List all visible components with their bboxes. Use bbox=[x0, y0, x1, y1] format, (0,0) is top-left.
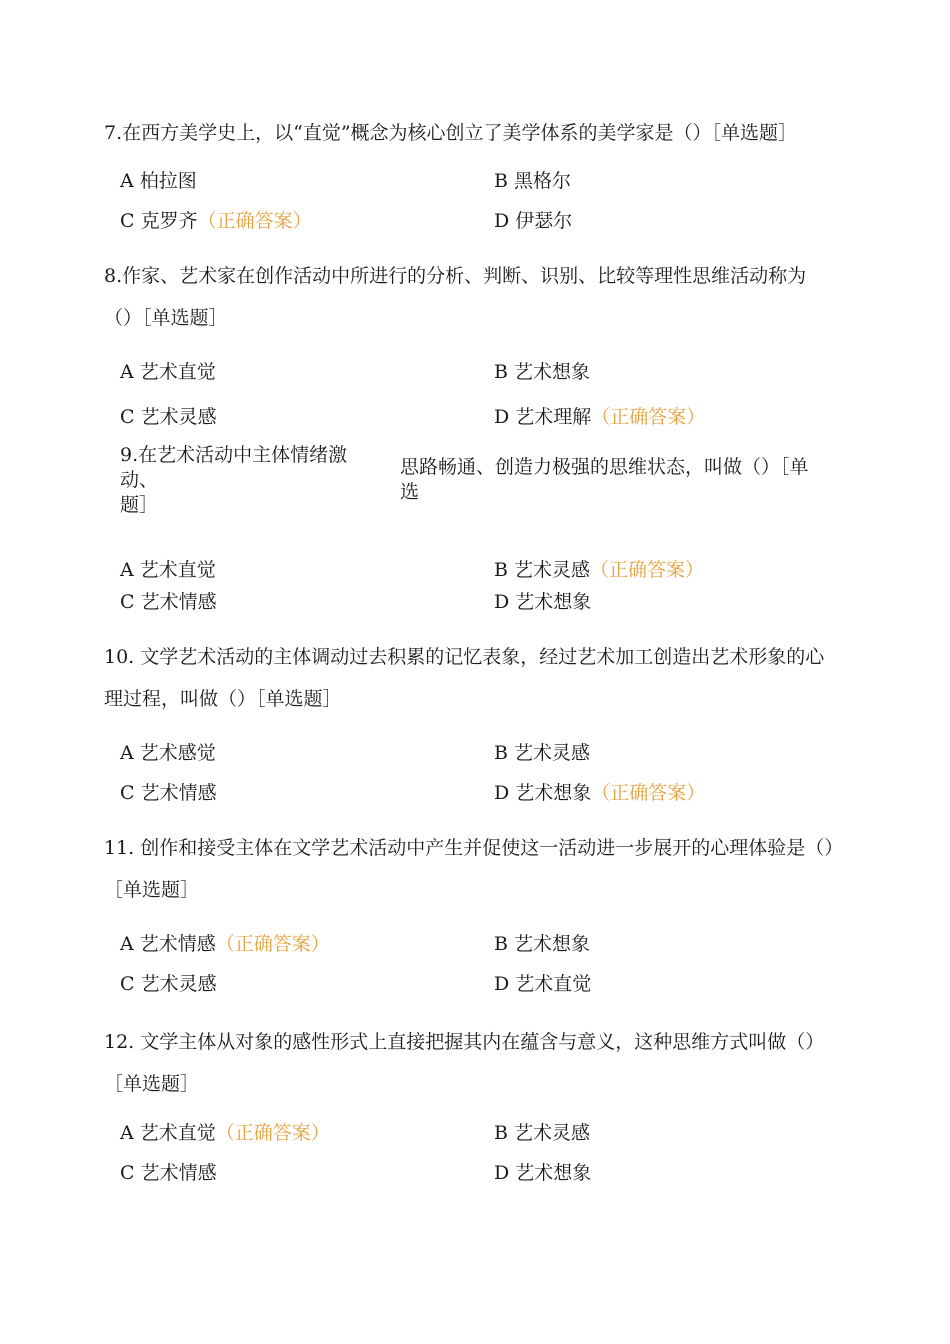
option-text: A 艺术感觉 bbox=[120, 742, 216, 764]
question-8-option-c bbox=[120, 405, 217, 429]
question-8-stem: 8.作家、艺术家在创作活动中所进行的分析、判断、识别、比较等理性思维活动称为（）［单选题］ bbox=[104, 265, 807, 329]
correct-answer-tag: （正确答案） bbox=[197, 210, 312, 232]
correct-answer-tag: （正确答案） bbox=[591, 782, 706, 804]
question-12-stem: 12. 文学主体从对象的感性形式上直接把握其内在蕴含与意义，这种思维方式叫做（）［单选题］ bbox=[104, 1031, 825, 1095]
option-text: C 艺术情感 bbox=[120, 782, 217, 804]
option-text: C 克罗齐 bbox=[120, 210, 198, 232]
question-8-option-a bbox=[120, 360, 216, 384]
question-10-option-a bbox=[120, 741, 216, 765]
option-text: B 艺术想象 bbox=[494, 361, 591, 383]
question-11-stem: 11. 创作和接受主体在文学艺术活动中产生并促使这一活动进一步展开的心理体验是（）［单选题］ bbox=[104, 837, 834, 901]
option-text: B 艺术想象 bbox=[494, 933, 591, 955]
question-9-option-d bbox=[494, 590, 591, 614]
question-9-option-a bbox=[120, 558, 216, 582]
option-text: C 艺术灵感 bbox=[120, 406, 217, 428]
option-text: B 艺术灵感 bbox=[494, 742, 591, 764]
option-text: D 艺术想象 bbox=[494, 591, 592, 613]
question-12-option-a bbox=[120, 1121, 330, 1145]
option-text: C 艺术情感 bbox=[120, 591, 217, 613]
correct-answer-tag: （正确答案） bbox=[215, 1122, 330, 1144]
option-text: D 艺术直觉 bbox=[494, 973, 592, 995]
option-text: D 艺术想象 bbox=[494, 782, 592, 804]
question-9-stem-left-cut: 题］ bbox=[120, 494, 159, 515]
question-9-option-c bbox=[120, 590, 217, 614]
question-9-option-b bbox=[494, 558, 704, 582]
question-9-stem-left-text: 9.在艺术活动中主体情绪激动、 bbox=[120, 444, 348, 491]
question-11-option-b bbox=[494, 932, 590, 956]
question-9-stem-right: 思路畅通、创造力极强的思维状态，叫做（）［单选 bbox=[400, 456, 809, 503]
question-7-option-d bbox=[494, 209, 572, 233]
option-text: B 黑格尔 bbox=[494, 170, 572, 192]
question-9-stem-left bbox=[120, 443, 370, 515]
question-11-option-d bbox=[494, 972, 591, 996]
question-12-option-b bbox=[494, 1121, 590, 1145]
option-text: C 艺术灵感 bbox=[120, 973, 217, 995]
question-8-option-d bbox=[494, 405, 705, 429]
option-text: A 柏拉图 bbox=[120, 170, 197, 192]
option-text: A 艺术直觉 bbox=[120, 559, 216, 581]
option-text: B 艺术灵感 bbox=[494, 559, 591, 581]
question-11-option-a bbox=[120, 932, 330, 956]
option-text: A 艺术情感 bbox=[120, 933, 216, 955]
correct-answer-tag: （正确答案） bbox=[590, 559, 705, 581]
question-10-stem: 10. 文学艺术活动的主体调动过去积累的记忆表象，经过艺术加工创造出艺术形象的心理过程，叫做（）［单选题］ bbox=[104, 646, 825, 710]
option-text: C 艺术情感 bbox=[120, 1162, 217, 1184]
correct-answer-tag: （正确答案） bbox=[591, 406, 706, 428]
question-10-option-c bbox=[120, 781, 217, 805]
question-10-option-d bbox=[494, 781, 705, 805]
question-10-option-b bbox=[494, 741, 590, 765]
question-7-option-c bbox=[120, 209, 312, 233]
question-7-option-a bbox=[120, 169, 197, 193]
question-12-option-d bbox=[494, 1161, 591, 1185]
question-7-stem: 7.在西方美学史上，以“直觉”概念为核心创立了美学体系的美学家是（）［单选题］ bbox=[104, 122, 798, 144]
correct-answer-tag: （正确答案） bbox=[215, 933, 330, 955]
question-7-option-b bbox=[494, 169, 571, 193]
option-text: A 艺术直觉 bbox=[120, 1122, 216, 1144]
question-8-option-b bbox=[494, 360, 590, 384]
option-text: A 艺术直觉 bbox=[120, 361, 216, 383]
option-text: D 伊瑟尔 bbox=[494, 210, 573, 232]
question-11-option-c bbox=[120, 972, 217, 996]
option-text: D 艺术理解 bbox=[494, 406, 592, 428]
option-text: D 艺术想象 bbox=[494, 1162, 592, 1184]
question-12-option-c bbox=[120, 1161, 217, 1185]
option-text: B 艺术灵感 bbox=[494, 1122, 591, 1144]
